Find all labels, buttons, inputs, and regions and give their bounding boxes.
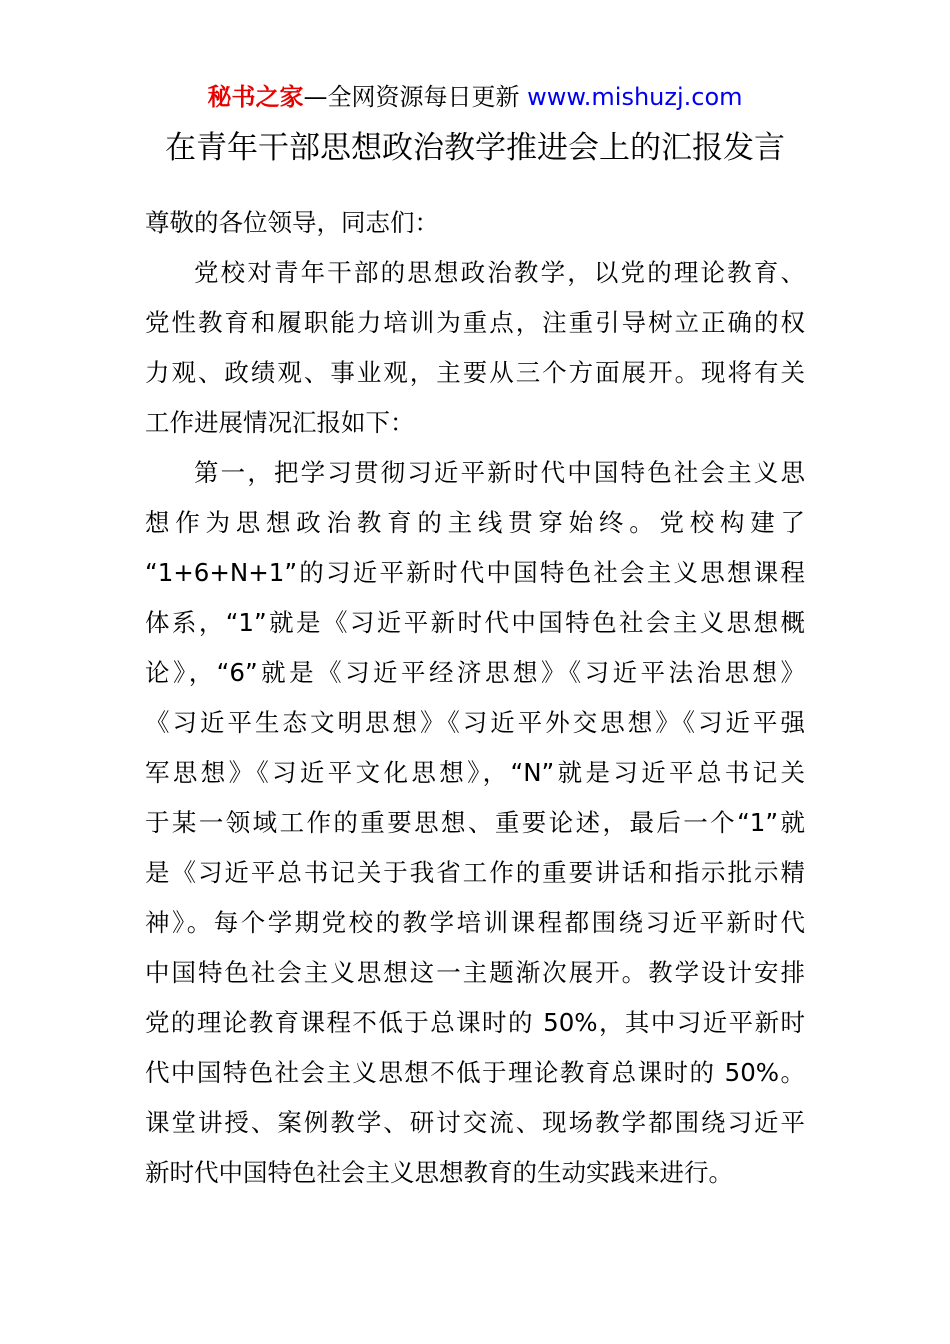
text-line: 第一，把学习贯彻习近平新时代中国特色社会主义思 [194,458,805,487]
text-line: 工作进展情况汇报如下： [145,408,415,437]
text-line: 党性教育和履职能力培训为重点，注重引导树立正确的权 [145,308,805,337]
text-line: 党的理论教育课程不低于总课时的 50%，其中习近平新时 [145,1008,805,1037]
site-brand: 秘书之家 [207,83,304,111]
document-body [145,198,805,1198]
text-line: 新时代中国特色社会主义思想教育的生动实践来进行。 [145,1158,733,1187]
text-line: 体系，“1”就是《习近平新时代中国特色社会主义思想概 [145,608,805,637]
text-line: 于某一领域工作的重要思想、重要论述，最后一个“1”就 [145,808,805,837]
text-line: 想作为思想政治教育的主线贯穿始终。党校构建了 [145,508,805,537]
site-url-link[interactable]: www.mishuzj.com [527,83,743,111]
text-line: 《习近平生态文明思想》《习近平外交思想》《习近平强 [145,708,805,737]
text-line: 论》，“6”就是《习近平经济思想》《习近平法治思想》 [145,658,805,687]
text-line: 军思想》《习近平文化思想》，“N”就是习近平总书记关 [145,758,805,787]
text-line: 代中国特色社会主义思想不低于理论教育总课时的 50%。 [145,1058,805,1087]
text-line: 力观、政绩观、事业观，主要从三个方面展开。现将有关 [145,358,805,387]
text-line: 神》。每个学期党校的教学培训课程都围绕习近平新时代 [145,908,805,937]
text-line: 是《习近平总书记关于我省工作的重要讲话和指示批示精 [145,858,805,887]
text-line: “1+6+N+1”的习近平新时代中国特色社会主义思想课程 [145,558,805,587]
site-tagline: —全网资源每日更新 [303,83,528,111]
text-line: 党校对青年干部的思想政治教学，以党的理论教育、 [194,258,805,287]
site-header [0,80,950,114]
document-title: 在青年干部思想政治教学推进会上的汇报发言 [165,130,785,166]
text-line: 课堂讲授、案例教学、研讨交流、现场教学都围绕习近平 [145,1108,805,1137]
text-line: 中国特色社会主义思想这一主题渐次展开。教学设计安排 [145,958,805,987]
salutation-line: 尊敬的各位领导，同志们： [145,208,439,237]
